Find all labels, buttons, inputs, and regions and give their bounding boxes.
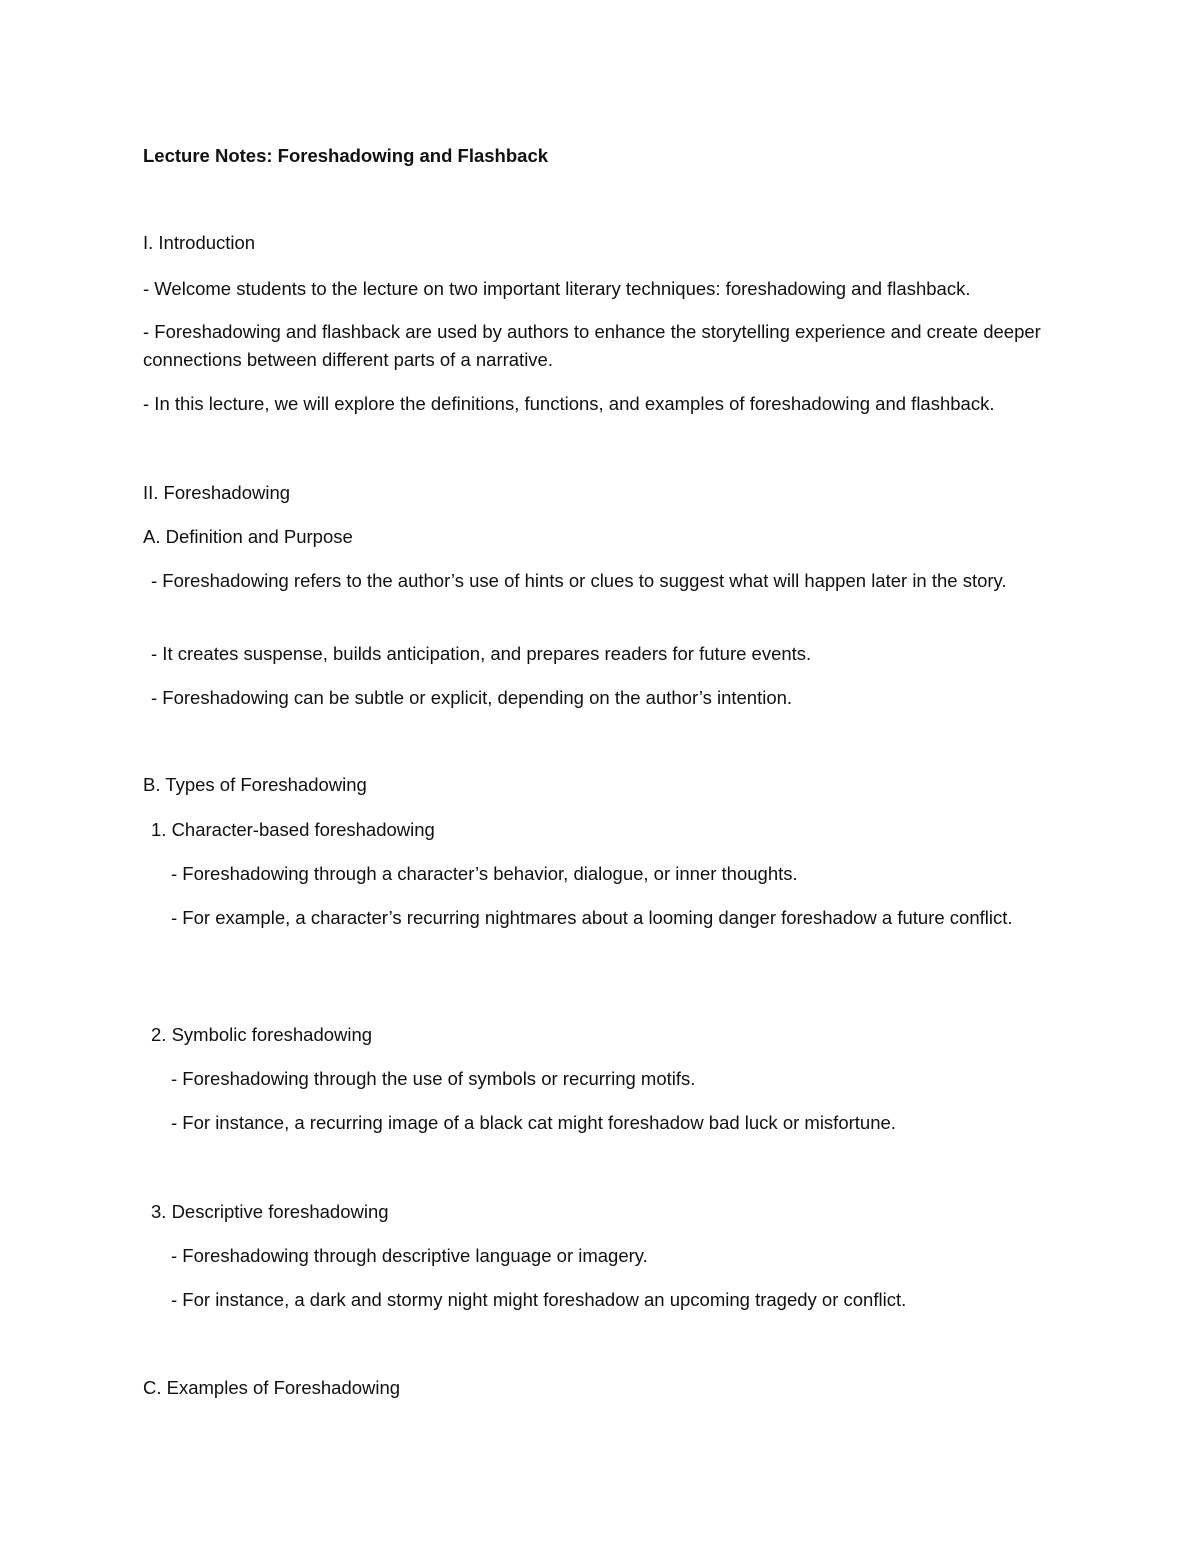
document-title: Lecture Notes: Foreshadowing and Flashback xyxy=(143,145,549,166)
section-heading-foreshadowing: II. Foreshadowing xyxy=(143,482,291,503)
definition-point: - It creates suspense, builds anticipation, and prepares readers for future events. xyxy=(151,643,812,664)
type-point: - Foreshadowing through a character’s behavior, dialogue, or inner thoughts. xyxy=(171,863,798,884)
intro-point: - In this lecture, we will explore the definitions, functions, and examples of foreshadowing and flashback. xyxy=(143,393,995,414)
definition-point: - Foreshadowing refers to the author’s use of hints or clues to suggest what will happen later in the story. xyxy=(151,570,1007,591)
intro-point: - Foreshadowing and flashback are used by authors to enhance the storytelling experience and create deeper connections between different parts of a narrative. xyxy=(143,321,1041,370)
type-point: - For instance, a dark and stormy night might foreshadow an upcoming tragedy or conflict. xyxy=(171,1289,907,1310)
type-heading: 1. Character-based foreshadowing xyxy=(151,819,435,840)
subsection-heading-types: B. Types of Foreshadowing xyxy=(143,774,367,795)
type-point: - Foreshadowing through the use of symbols or recurring motifs. xyxy=(171,1068,696,1089)
subsection-heading-definition: A. Definition and Purpose xyxy=(143,526,353,547)
type-heading: 2. Symbolic foreshadowing xyxy=(151,1024,373,1045)
type-point: - For instance, a recurring image of a black cat might foreshadow bad luck or misfortune. xyxy=(171,1112,896,1133)
intro-point: - Welcome students to the lecture on two important literary techniques: foreshadowing and flashback. xyxy=(143,278,971,299)
type-point: - Foreshadowing through descriptive language or imagery. xyxy=(171,1245,648,1266)
type-heading: 3. Descriptive foreshadowing xyxy=(151,1201,389,1222)
definition-point: - Foreshadowing can be subtle or explicit, depending on the author’s intention. xyxy=(151,687,793,708)
section-heading-introduction: I. Introduction xyxy=(143,232,256,253)
subsection-heading-examples: C. Examples of Foreshadowing xyxy=(143,1377,401,1398)
type-point: - For example, a character’s recurring nightmares about a looming danger foreshadow a future conflict. xyxy=(171,907,1013,928)
